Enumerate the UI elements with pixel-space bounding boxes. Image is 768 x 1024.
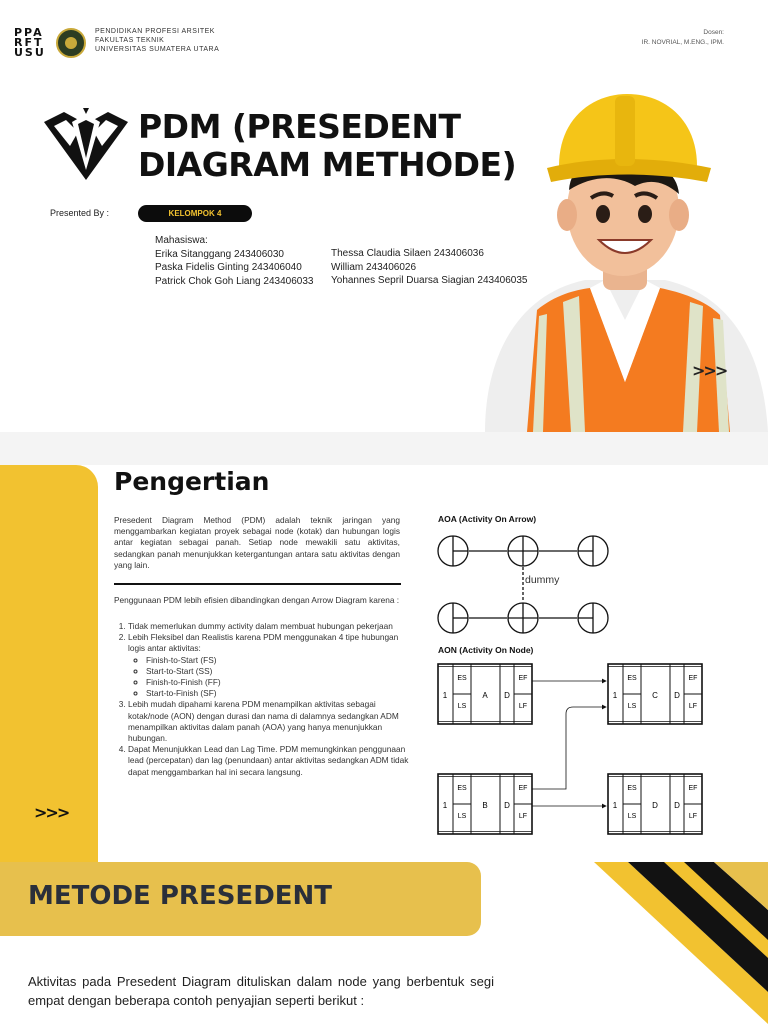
- dosen-block: [642, 28, 724, 48]
- logo-line: RFT: [14, 36, 44, 49]
- divider: [114, 583, 401, 585]
- intro-paragraph: Penggunaan PDM lebih efisien dibandingkan dengan Arrow Diagram karena :: [114, 595, 400, 605]
- title-line: DIAGRAM METHODE): [138, 145, 517, 184]
- member-name: William 243406026: [331, 261, 417, 273]
- node-d-box: [608, 774, 702, 834]
- node-name: B: [482, 801, 488, 810]
- mahasiswa-label: Mahasiswa:: [155, 235, 208, 246]
- institution-line: PENDIDIKAN PROFESI ARSITEK: [95, 28, 215, 35]
- node-lf: LF: [518, 813, 528, 820]
- presented-by-label: Presented By :: [50, 208, 110, 218]
- node-duration: 1: [612, 691, 618, 700]
- node-duration: 1: [612, 801, 618, 810]
- relations-list: [128, 655, 414, 700]
- next-arrows-icon: >>>: [692, 361, 727, 380]
- node-duration: 1: [442, 801, 448, 810]
- relation-item: ◦ Finish-to-Start (FS): [146, 655, 414, 666]
- node-c: [608, 664, 702, 724]
- dosen-label: Dosen:: [703, 29, 724, 36]
- logo-line: USU: [14, 46, 46, 59]
- aon-heading: AON (Activity On Node): [438, 645, 534, 655]
- dosen-name: IR. NOVRIAL, M.ENG., IPM.: [641, 39, 724, 46]
- institution-line: UNIVERSITAS SUMATERA UTARA: [95, 46, 220, 53]
- node-ef: EF: [688, 675, 698, 682]
- relation-item: ◦ Finish-to-Finish (FF): [146, 677, 414, 688]
- node-lf: LF: [688, 703, 698, 710]
- definition-paragraph: Presedent Diagram Method (PDM) adalah teknik jaringan yang menggambarkan kegiatan proyek sebagai node (kotak) dan hubungan logis antar kegiatan sebagai panah. Setiap node mewakili satu aktivitas, sedangkan panah menunjukkan ketergantungan antara satu aktivitas dengan yang lain.: [114, 515, 400, 570]
- node-ls: LS: [457, 813, 467, 820]
- next-arrows-icon: >>>: [34, 803, 69, 822]
- node-d: D: [674, 691, 680, 700]
- member-name: Paska Fidelis Ginting 243406040: [155, 262, 302, 273]
- aoa-heading: AOA (Activity On Arrow): [438, 514, 537, 524]
- logo-line: PPA: [14, 26, 44, 39]
- node-es: ES: [627, 785, 637, 792]
- list-item-text: Dapat Menunjukkan Lead dan Lag Time. PDM memungkinkan penggunaan lead (percepatan) dan lag (penundaan) antar aktivitas sedangkan ADM tidak dapat menggambarkan hal ini secara langsung.: [128, 744, 409, 777]
- relation-item: ◦ Start-to-Start (SS): [146, 666, 414, 677]
- node-duration: 1: [442, 691, 448, 700]
- list-item: [128, 621, 414, 632]
- aon-diagram: [436, 662, 706, 838]
- node-d: D: [504, 801, 510, 810]
- node-ef: EF: [688, 785, 698, 792]
- node-ls: LS: [627, 813, 637, 820]
- node-es: ES: [457, 675, 467, 682]
- group-badge: KELOMPOK 4: [138, 205, 252, 222]
- member-name: Thessa Claudia Silaen 243406036: [331, 248, 484, 259]
- node-d: D: [504, 691, 510, 700]
- aoa-diagram: [436, 534, 612, 636]
- construction-worker-illustration: [475, 90, 768, 432]
- institution-line: FAKULTAS TEKNIK: [95, 37, 165, 44]
- member-name: Patrick Chok Goh Liang 243406033: [155, 275, 314, 287]
- node-es: ES: [627, 675, 637, 682]
- list-item: [128, 744, 414, 778]
- node-a: [438, 664, 532, 724]
- ppa-logo: [14, 28, 46, 58]
- node-ef: EF: [518, 785, 528, 792]
- title-line: PDM (PRESEDENT: [138, 107, 461, 146]
- advantages-list: [114, 621, 414, 778]
- list-item-text: Tidak memerlukan dummy activity dalam membuat hubungan pekerjaan: [128, 621, 393, 631]
- node-lf: LF: [688, 813, 698, 820]
- metode-heading: METODE PRESEDENT: [28, 881, 333, 911]
- page-title: [138, 108, 516, 184]
- pengertian-heading: Pengertian: [114, 467, 270, 496]
- diamond-logo-icon: [40, 106, 132, 182]
- member-name: Yohannes Sepril Duarsa Siagian 243406035: [331, 275, 528, 286]
- node-name: C: [652, 691, 658, 700]
- university-seal-icon: [56, 28, 86, 58]
- list-item: [128, 699, 414, 744]
- member-name: Erika Sitanggang 243406030: [155, 248, 284, 260]
- relation-item: ◦ Start-to-Finish (SF): [146, 688, 414, 699]
- node-name: A: [482, 691, 488, 700]
- node-ef: EF: [518, 675, 528, 682]
- institution-block: [95, 27, 219, 54]
- node-ls: LS: [627, 703, 637, 710]
- metode-paragraph: Aktivitas pada Presedent Diagram dituliskan dalam node yang berbentuk segi empat dengan beberapa contoh penyajian seperti berikut :: [28, 974, 494, 1008]
- node-lf: LF: [518, 703, 528, 710]
- list-item: [128, 632, 414, 699]
- node-d: D: [674, 801, 680, 810]
- node-b: [438, 774, 532, 834]
- list-item-text: Lebih mudah dipahami karena PDM menampilkan aktivitas sebagai kotak/node (AON) dengan durasi dan nama di dalamnya sedangkan ADM menampilkan aktivitas dalam panah (AOA) yang hanya menunjukkan hubungan.: [128, 699, 399, 744]
- node-es: ES: [457, 785, 467, 792]
- dummy-label: dummy: [525, 574, 560, 586]
- members-col1: [155, 234, 313, 288]
- list-item-text: Lebih Fleksibel dan Realistis karena PDM menggunakan 4 tipe hubungan logis antar aktivitas:: [128, 632, 399, 654]
- decorative-stripes: [594, 862, 768, 1024]
- node-ls: LS: [457, 703, 467, 710]
- node-name: D: [652, 801, 658, 810]
